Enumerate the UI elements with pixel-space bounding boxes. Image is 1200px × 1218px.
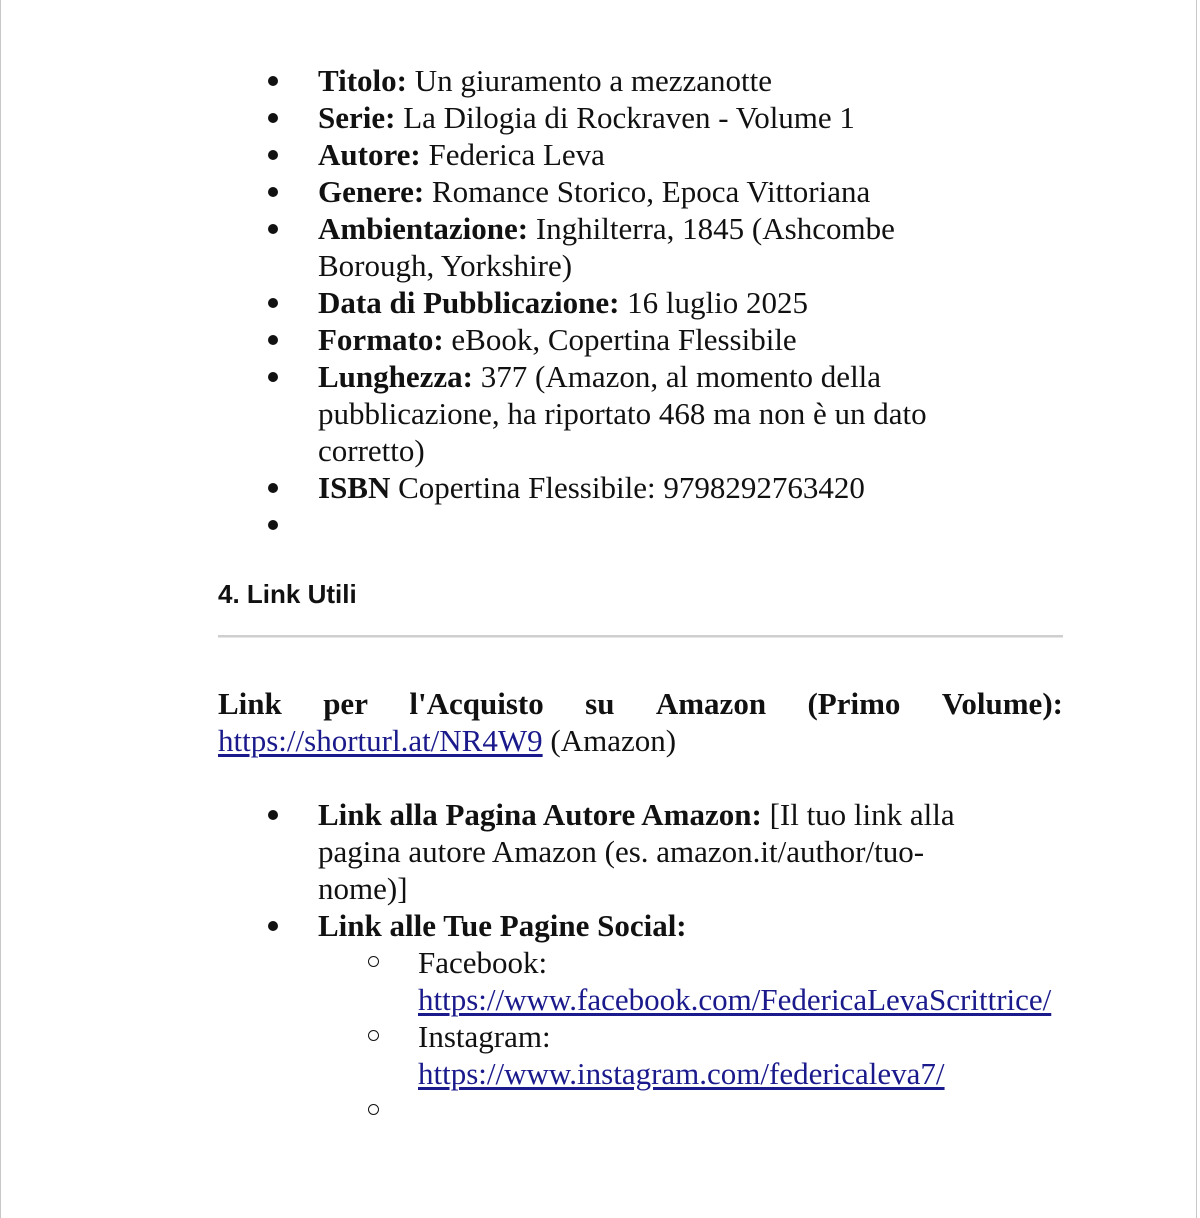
document-content xyxy=(218,62,1063,1129)
list-item: ISBN Copertina Flessibile: 9798292763420 xyxy=(318,469,998,506)
social-links-sublist xyxy=(318,944,1063,1129)
bullet-icon xyxy=(268,921,278,931)
bullet-icon xyxy=(268,335,278,345)
book-details-list xyxy=(218,62,998,543)
sub-item-facebook: Facebook: https://www.facebook.com/FedericaLevaScrittrice/ xyxy=(418,944,1063,1018)
horizontal-rule xyxy=(218,635,1063,638)
list-item: Serie: La Dilogia di Rockraven - Volume 1 xyxy=(318,99,998,136)
hollow-bullet-icon xyxy=(368,956,379,967)
sub-item-instagram: Instagram: https://www.instagram.com/federicaleva7/ xyxy=(418,1018,1063,1092)
bullet-icon xyxy=(268,810,278,820)
hollow-bullet-icon xyxy=(368,1104,379,1115)
list-item-author-page: Link alla Pagina Autore Amazon: [Il tuo link alla pagina autore Amazon (es. amazon.it/author/tuo-nome)] xyxy=(318,796,998,907)
bullet-icon xyxy=(268,187,278,197)
list-item: Lunghezza: 377 (Amazon, al momento della pubblicazione, ha riportato 468 ma non è un dato corretto) xyxy=(318,358,998,469)
amazon-purchase-link[interactable]: https://shorturl.at/NR4W9 xyxy=(218,723,543,758)
amazon-purchase-heading: Link per l'Acquisto su Amazon (Primo Volume): xyxy=(218,686,1063,721)
list-item: Genere: Romance Storico, Epoca Vittoriana xyxy=(318,173,998,210)
list-item: Data di Pubblicazione: 16 luglio 2025 xyxy=(318,284,998,321)
useful-links-list xyxy=(218,796,1052,1129)
bullet-icon xyxy=(268,76,278,86)
instagram-link[interactable]: https://www.instagram.com/federicaleva7/ xyxy=(418,1056,945,1091)
empty-list-item[interactable] xyxy=(318,506,998,543)
bullet-icon xyxy=(268,113,278,123)
empty-sub-item[interactable] xyxy=(418,1092,1063,1129)
amazon-link-line: https://shorturl.at/NR4W9 (Amazon) xyxy=(218,723,677,758)
bullet-icon xyxy=(268,483,278,493)
hollow-bullet-icon xyxy=(368,1030,379,1041)
amazon-purchase-paragraph xyxy=(218,685,1063,759)
section-heading: 4. Link Utili xyxy=(218,579,357,609)
bullet-icon xyxy=(268,150,278,160)
bullet-icon xyxy=(268,372,278,382)
list-item-social: Link alle Tue Pagine Social: Facebook: https://www.facebook.com/FedericaLevaScrittrice/ Instagram: https://www.instagram.com/federicaleva7/ xyxy=(318,907,998,1129)
facebook-link[interactable]: https://www.facebook.com/FedericaLevaScrittrice/ xyxy=(418,982,1052,1017)
bullet-icon xyxy=(268,298,278,308)
bullet-icon xyxy=(268,224,278,234)
list-item: Titolo: Un giuramento a mezzanotte xyxy=(318,62,998,99)
bullet-icon xyxy=(268,520,278,530)
list-item: Formato: eBook, Copertina Flessibile xyxy=(318,321,998,358)
list-item: Autore: Federica Leva xyxy=(318,136,998,173)
list-item: Ambientazione: Inghilterra, 1845 (Ashcombe Borough, Yorkshire) xyxy=(318,210,998,284)
